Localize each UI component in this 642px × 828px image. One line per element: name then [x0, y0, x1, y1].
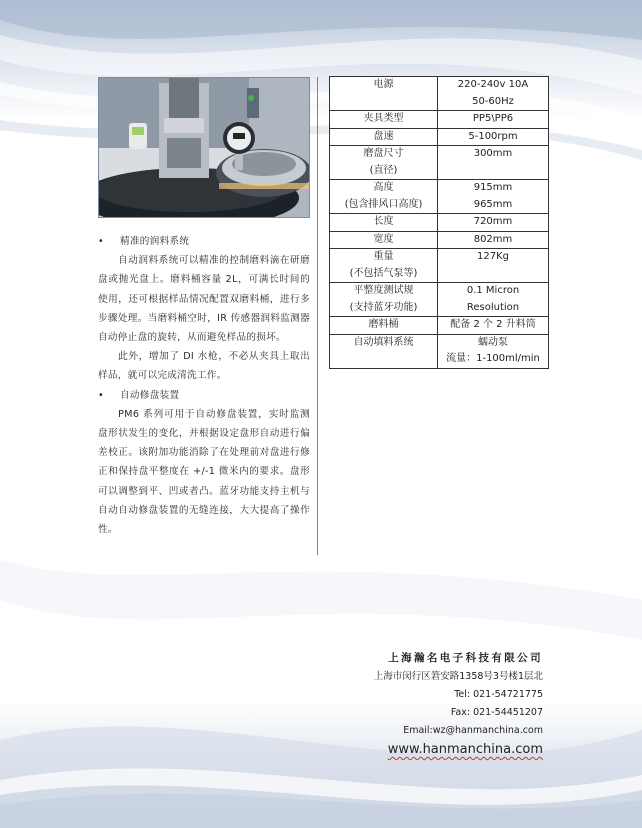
spec-value	[438, 283, 549, 317]
spec-label-line: 磨盘尺寸	[363, 148, 404, 159]
spec-label-line: 重量	[373, 251, 394, 262]
spec-value	[438, 77, 549, 111]
spec-label	[330, 317, 438, 335]
spec-label	[330, 111, 438, 129]
spec-value-line: 50-60Hz	[472, 95, 514, 107]
paragraph: 此外，增加了 DI 水枪，不必从夹具上取出样品，就可以完成清洗工作。	[98, 351, 310, 382]
spec-label-line: 平整度测试规	[353, 285, 414, 296]
spec-value-line: PP5\PP6	[472, 113, 514, 124]
spec-row	[330, 249, 549, 283]
spec-value	[438, 317, 549, 335]
spec-label	[330, 128, 438, 146]
spec-row	[330, 214, 549, 232]
spec-row	[330, 283, 549, 317]
spec-label	[330, 334, 438, 368]
spec-label	[330, 283, 438, 317]
spec-label-line: 磨料桶	[368, 319, 399, 330]
spec-label-line: (直径)	[369, 164, 398, 176]
company-info	[374, 648, 543, 760]
spec-label-line: (包含排风口高度)	[344, 198, 423, 210]
bullet-icon: •	[98, 236, 104, 247]
feature-description	[98, 232, 310, 539]
spec-label	[330, 77, 438, 111]
spec-label	[330, 231, 438, 249]
spec-value-line: 5-100rpm	[468, 130, 518, 142]
company-name: 上海瀚名电子科技有限公司	[388, 652, 543, 664]
spec-value	[438, 214, 549, 232]
spec-label-line: 宽度	[373, 233, 394, 245]
spec-value-line: 720mm	[473, 216, 513, 227]
spec-value	[438, 334, 549, 368]
company-email[interactable]: Email:wz@hanmanchina.com	[403, 725, 543, 736]
spec-label-line: 盘速	[373, 130, 394, 142]
spec-value	[438, 231, 549, 249]
spec-row	[330, 111, 549, 129]
spec-row	[330, 146, 549, 180]
spec-value-line: 220-240v 10A	[457, 79, 529, 90]
spec-value-line: 127Kg	[477, 251, 509, 262]
spec-label-line: (不包括气泵等)	[349, 267, 418, 279]
company-tel: Tel: 021-54721775	[454, 689, 543, 700]
spec-label-line: (支持蓝牙功能)	[349, 301, 418, 313]
column-divider	[317, 77, 318, 555]
company-website-link[interactable]: www.hanmanchina.com	[387, 742, 543, 757]
spec-label	[330, 180, 438, 214]
spec-value-line: 802mm	[473, 233, 513, 245]
spec-value-line: 流量：1-100ml/min	[446, 353, 540, 364]
spec-row	[330, 334, 549, 368]
spec-label-line: 电源	[373, 79, 394, 90]
spec-value-line: 配备 2 个 2 升料筒	[450, 319, 536, 330]
spec-value	[438, 180, 549, 214]
spec-value-line: 300mm	[473, 148, 513, 159]
spec-label-line: 夹具类型	[363, 113, 404, 124]
spec-label	[330, 214, 438, 232]
spec-value-line: 0.1 Micron	[466, 285, 520, 296]
spec-value-line: 965mm	[473, 198, 513, 210]
spec-row	[330, 231, 549, 249]
spec-label-line: 长度	[373, 216, 394, 227]
spec-row	[330, 180, 549, 214]
machine-photo	[98, 77, 310, 218]
spec-row	[330, 317, 549, 335]
paragraph: 自动润料系统可以精准的控制磨料滴在研磨盘或抛光盘上。磨料桶容量 2L，可满长时间的使用，还可根据样品情况配置双磨料桶，进行多步骤处理。当磨料桶空时，IR 传感器润料监测器自动停止盘的旋转，从而避免样品的损坏。	[98, 255, 310, 344]
spec-label	[330, 146, 438, 180]
spec-value	[438, 146, 549, 180]
spec-value	[438, 111, 549, 129]
section-heading: • 精准的润料系统	[98, 232, 310, 251]
company-address: 上海市闵行区䇹安路1358号3号楼1层北	[373, 671, 543, 682]
spec-row	[330, 128, 549, 146]
spec-value	[438, 128, 549, 146]
spec-value-line: Resolution	[466, 301, 520, 313]
spec-value-line: 蠕动泵	[478, 336, 508, 348]
spec-table	[329, 76, 549, 369]
spec-label-line: 高度	[373, 182, 394, 193]
spec-label-line: 自动填料系统	[353, 336, 414, 348]
company-fax: Fax: 021-54451207	[450, 707, 543, 718]
bullet-icon: •	[98, 389, 104, 401]
spec-value-line: 915mm	[473, 182, 513, 193]
paragraph: PM6 系列可用于自动修盘装置，实时监测盘形状发生的变化，并根据设定盘形自动进行偏差校正。该附加功能消除了在处理前对盘进行修正和保持盘平整度在 +/-1 微米内的要求。盘形可以调整到平、凹或者凸。蓝牙功能支持主机与自动自动修盘装置的无缝连接，大大提高了操作性。	[98, 408, 310, 536]
spec-value	[438, 249, 549, 283]
spec-row	[330, 77, 549, 111]
spec-label	[330, 249, 438, 283]
section-heading: • 自动修盘装置	[98, 386, 310, 405]
